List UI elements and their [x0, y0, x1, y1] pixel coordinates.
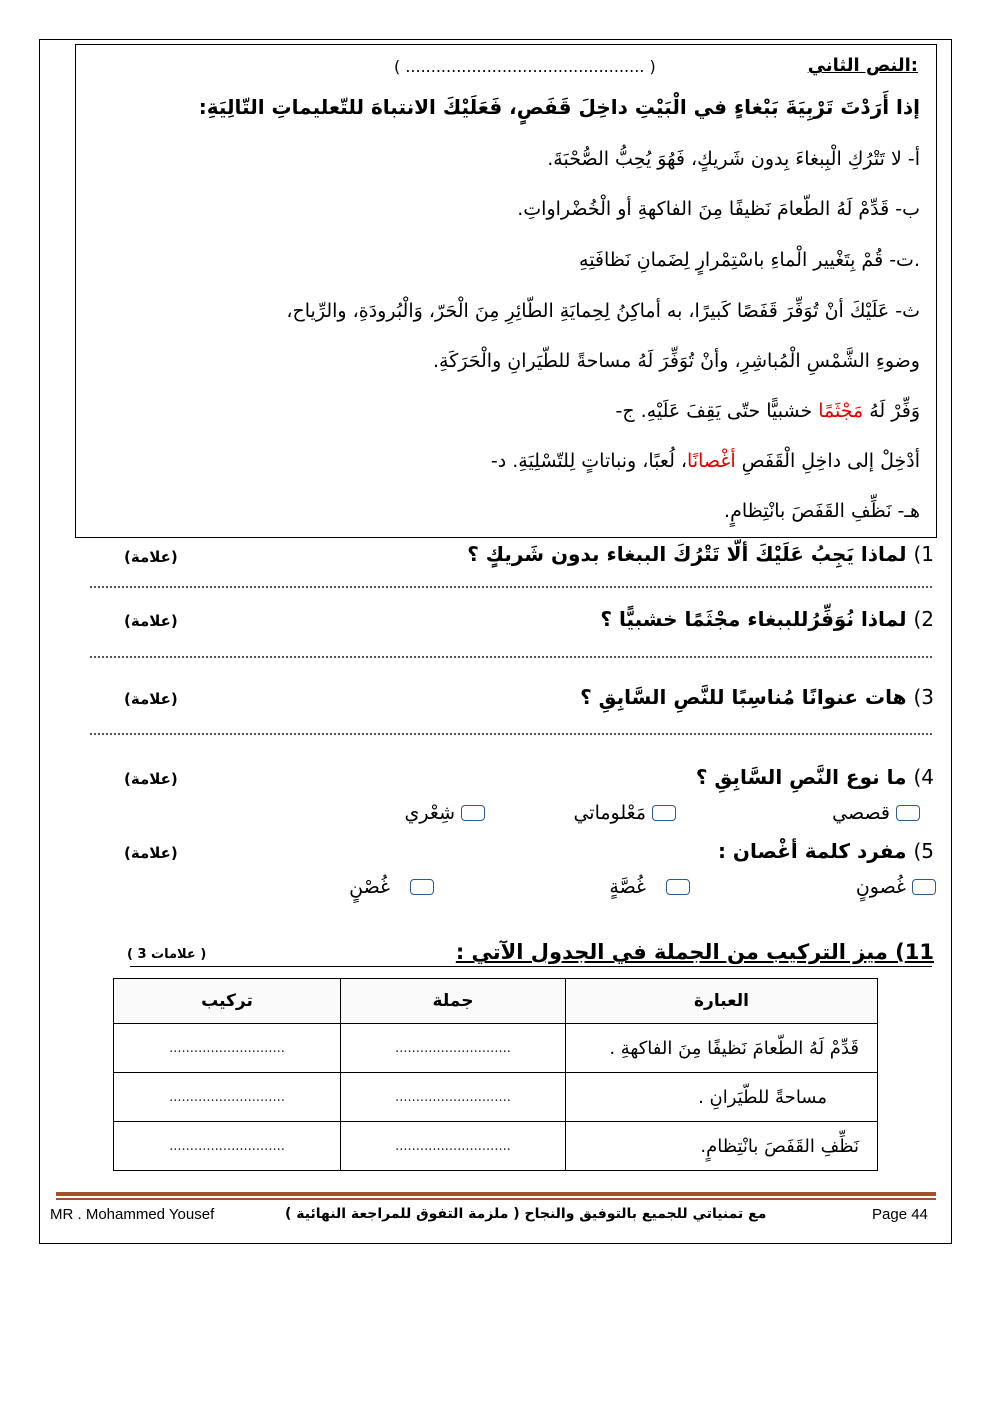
footer-page-number: Page 44 [872, 1206, 928, 1223]
checkbox-icon[interactable] [912, 879, 936, 895]
header-ibara: العبارة [566, 979, 878, 1024]
checkbox-icon[interactable] [410, 879, 434, 895]
line-d-post: ، لُعبًا، ونباتاتٍ لِلتّسْلِيَةِ. د- [490, 450, 688, 472]
q5-option-2-label: غُصَّةٍ [609, 876, 646, 898]
footer-rule [56, 1192, 936, 1196]
q11-underline [130, 966, 932, 967]
passage-line-th2: وضوءِ الشَّمْسِ الْمُباشِرِ، وأنْ تُوَفِّرَ لَهُ مساحةً للطّيَرانِ والْحَرَكَةِ. [433, 350, 920, 372]
line-d-pre: أدْخِلْ إلى داخِلِ الْقَفَصِ [735, 450, 920, 472]
q4-option-2-label: مَعْلوماتي [573, 802, 646, 824]
q4-option-1[interactable] [832, 802, 920, 824]
q3-number: 3) [913, 685, 934, 709]
passage-line-d [491, 450, 920, 472]
checkbox-icon[interactable] [652, 805, 676, 821]
q5-option-3-label: غُصْنٍ [349, 876, 390, 898]
row1-expression: قَدِّمْ لَهُ الطّعامَ نَظيفًا مِنَ الفاكهةِ . [566, 1024, 878, 1073]
question-1 [467, 542, 934, 566]
passage-line-th1: ث- عَلَيْكَ أنْ تُوَفِّرَ قَفَصًا كَبيرًا، به أماكِنُ لِحِمايَةِ الطّائِرِ مِنَ الْحَرّ، وَالْبُرودَةِ، والرِّياح، [286, 300, 920, 322]
question-4 [696, 765, 934, 789]
passage-line-h: هـ- نَظِّفِ القَفَصَ بانْتِظامٍ. [724, 500, 920, 522]
q4-option-2[interactable] [573, 802, 676, 824]
q3-text: هات عنوانًا مُناسِبًا للنَّصِ السَّابِقِ ؟ [580, 685, 907, 709]
q4-option-1-label: قصصي [832, 802, 890, 824]
highlight-aghsan: أغْصانًا [687, 450, 736, 472]
q4-number: 4) [913, 765, 934, 789]
table-header-row [114, 979, 878, 1024]
row1-jumla-cell[interactable]: ............................ [341, 1024, 566, 1073]
table-row [114, 1024, 878, 1073]
q2-number: 2) [913, 607, 934, 631]
q5-option-1-label: غُصونٍ [855, 876, 906, 898]
passage-intro: إذا أَرَدْتَ تَرْبِيَةَ بَبْغاءٍ في الْبَيْتِ داخِلَ قَفَصٍ، فَعَلَيْكَ الانتباهَ للتّعليماتِ التّالِيَةِ: [198, 95, 920, 119]
q4-option-3[interactable] [405, 802, 485, 824]
highlight-majtham: مَجْثَمًا [818, 400, 864, 422]
checkbox-icon[interactable] [896, 805, 920, 821]
q3-answer-line[interactable] [90, 733, 932, 735]
footer-author: MR . Mohammed Yousef [50, 1206, 215, 1223]
header-tarkib: تركيب [114, 979, 341, 1024]
row3-expression: نَظِّفِ القَفَصَ بانْتِظامٍ. [566, 1122, 878, 1171]
row3-jumla-cell[interactable]: ............................ [341, 1122, 566, 1171]
q1-answer-line[interactable] [90, 586, 932, 588]
q2-answer-line[interactable] [90, 656, 932, 658]
passage-line-j [616, 400, 921, 422]
question-11-title: 11) ميز التركيب من الجملة في الجدول الآتي : [455, 940, 934, 964]
q5-option-1[interactable] [856, 876, 936, 898]
q5-mark: (علامة) [124, 844, 178, 862]
passage-line-b: ب- قَدِّمْ لَهُ الطّعامَ نَظيفًا مِنَ الفاكهةِ أو الْخُضْراواتِ. [517, 198, 920, 220]
q4-text: ما نوع النَّصِ السَّابِقِ ؟ [695, 765, 907, 789]
q5-option-2[interactable] [609, 876, 690, 898]
table-row [114, 1073, 878, 1122]
passage-title: النص الثاني: [807, 55, 918, 76]
footer-rule-thin [56, 1198, 936, 1200]
q4-option-3-label: شِعْري [404, 802, 455, 824]
table-row [114, 1122, 878, 1171]
line-j-pre: وَفِّرْ لَهُ [863, 400, 920, 422]
q5-option-3[interactable] [349, 876, 434, 898]
q5-number: 5) [913, 839, 934, 863]
row2-tarkib-cell[interactable]: ............................ [114, 1073, 341, 1122]
row2-expression: مساحةً للطّيَرانِ . [566, 1073, 878, 1122]
q5-text: مفرد كلمة أغْصان : [717, 839, 907, 863]
row3-tarkib-cell[interactable]: ............................ [114, 1122, 341, 1171]
q1-text: لماذا يَجِبُ عَلَيْكَ ألّا تَتْرُكَ الببغاء بدون شَريكٍ ؟ [467, 542, 907, 566]
passage-box [75, 44, 937, 538]
q1-mark: (علامة) [124, 548, 178, 566]
classification-table [113, 978, 878, 1171]
line-j-post: خشبيًّا حتّى يَقِفَ عَلَيْهِ. ج- [615, 400, 819, 422]
question-3 [580, 685, 934, 709]
header-jumla: جملة [341, 979, 566, 1024]
q2-mark: (علامة) [124, 612, 178, 630]
passage-title-blank: ( ............................................... ) [394, 57, 656, 76]
passage-line-t: .ت- قُمْ بِتَغْيير الْماءِ باسْتِمْرارٍ لِضَمانِ نَظافَتِهِ [579, 249, 920, 271]
q3-mark: (علامة) [124, 690, 178, 708]
q11-mark: ( 3 علامات ) [127, 947, 207, 962]
passage-line-a: أ- لا تَتْرُكِ الْبِبغاءَ بِدون شَريكٍ، فَهُوَ يُحِبُّ الصُّحْبَةَ. [547, 148, 920, 170]
checkbox-icon[interactable] [666, 879, 690, 895]
footer-message: مع تمنياتي للجميع بالتوفيق والنجاح ( ملزمة التفوق للمراجعة النهائية ) [285, 1206, 767, 1222]
q2-text: لماذا نُوَفِّرُللببغاء مجْثَمًا خشبيًّا ؟ [600, 607, 907, 631]
question-2 [600, 607, 934, 631]
row2-jumla-cell[interactable]: ............................ [341, 1073, 566, 1122]
row1-tarkib-cell[interactable]: ............................ [114, 1024, 341, 1073]
checkbox-icon[interactable] [461, 805, 485, 821]
question-5 [718, 839, 934, 863]
q1-number: 1) [913, 542, 934, 566]
q4-mark: (علامة) [124, 770, 178, 788]
